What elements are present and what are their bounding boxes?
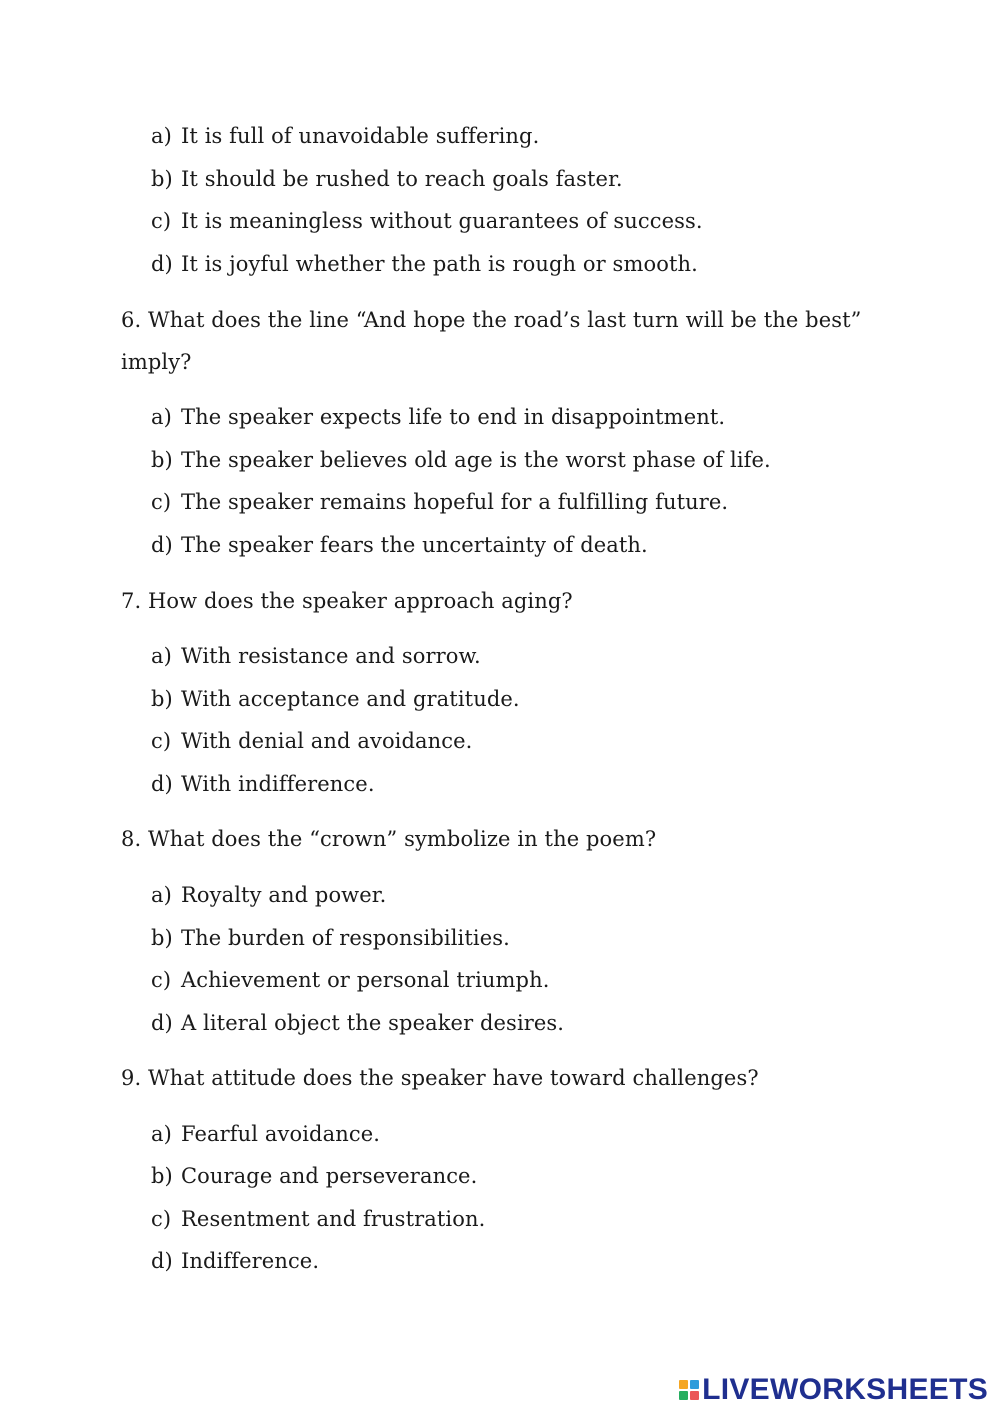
q8-option-c: c) Achievement or personal triumph.: [151, 968, 550, 992]
q6-option-d: d) The speaker fears the uncertainty of death.: [151, 533, 648, 557]
logo-square-1: [679, 1380, 688, 1389]
q6-option-b: b) The speaker believes old age is the worst phase of life.: [151, 448, 771, 472]
q9-option-c: c) Resentment and frustration.: [151, 1207, 486, 1231]
q5-option-b: b) It should be rushed to reach goals faster.: [151, 167, 623, 191]
liveworksheets-logo: [679, 1372, 988, 1408]
q7-option-c: c) With denial and avoidance.: [151, 729, 473, 753]
q7-option-d: d) With indifference.: [151, 772, 375, 796]
logo-square-3: [679, 1391, 688, 1400]
q9-question: 9. What attitude does the speaker have toward challenges?: [121, 1066, 759, 1090]
q9-option-d: d) Indifference.: [151, 1249, 320, 1273]
liveworksheets-logo-icon: [679, 1380, 699, 1400]
q5-option-c: c) It is meaningless without guarantees of success.: [151, 209, 703, 233]
q7-option-b: b) With acceptance and gratitude.: [151, 687, 520, 711]
logo-square-2: [690, 1380, 699, 1389]
q5-option-a: a) It is full of unavoidable suffering.: [151, 124, 540, 148]
q6-option-c: c) The speaker remains hopeful for a fulfilling future.: [151, 490, 729, 514]
q6-option-a: a) The speaker expects life to end in disappointment.: [151, 405, 726, 429]
q9-option-a: a) Fearful avoidance.: [151, 1122, 380, 1146]
q8-option-d: d) A literal object the speaker desires.: [151, 1011, 565, 1035]
q7-option-a: a) With resistance and sorrow.: [151, 644, 481, 668]
logo-text: LIVEWORKSHEETS: [702, 1373, 988, 1406]
q6-question: 6. What does the line “And hope the road’s last turn will be the best” imply?: [121, 308, 862, 374]
q9-option-b: b) Courage and perseverance.: [151, 1164, 478, 1188]
q8-option-b: b) The burden of responsibilities.: [151, 926, 510, 950]
q7-question: 7. How does the speaker approach aging?: [121, 589, 573, 613]
q8-question: 8. What does the “crown” symbolize in the poem?: [121, 827, 657, 851]
logo-square-4: [690, 1391, 699, 1400]
q8-option-a: a) Royalty and power.: [151, 883, 387, 907]
q5-option-d: d) It is joyful whether the path is rough or smooth.: [151, 252, 698, 276]
